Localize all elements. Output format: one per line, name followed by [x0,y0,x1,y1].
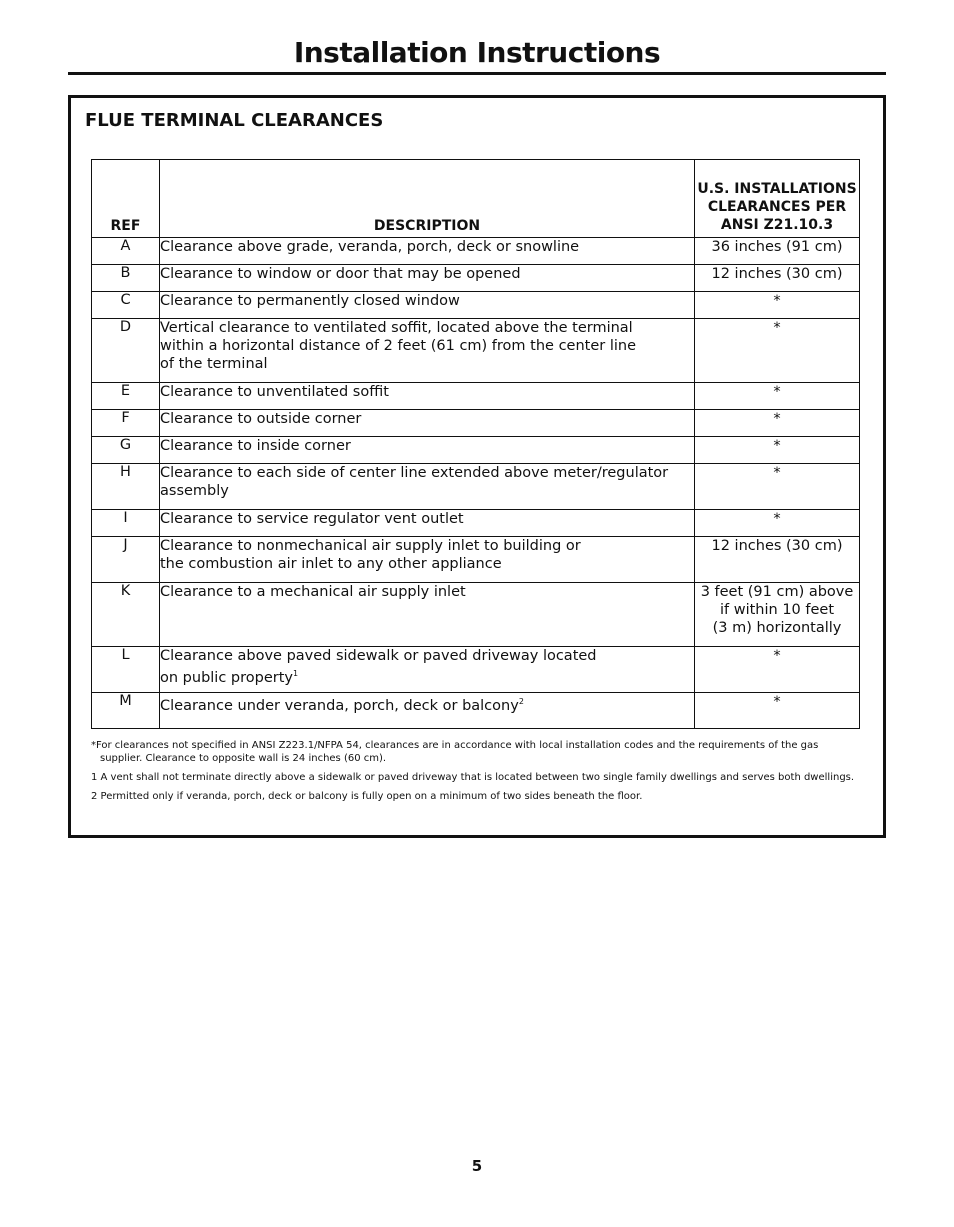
description-cell [160,464,695,510]
description-text: Vertical clearance to ventilated soffit, located above the terminal [160,320,633,336]
clearance-header [695,160,860,238]
clearance-value: 12 inches (30 cm) [711,266,843,282]
clearance-cell [695,537,860,583]
description-line [160,647,694,665]
description-line [160,410,694,428]
ref-cell: A [92,238,160,265]
description-line [160,482,694,500]
clearance-value: * [773,694,781,710]
table-row [92,410,860,437]
description-line [160,510,694,528]
clearance-value: 3 feet (91 cm) above [700,584,854,600]
description-text: Clearance above grade, veranda, porch, deck or snowline [160,239,580,255]
ref-cell: C [92,292,160,319]
description-cell [160,693,695,729]
description-cell [160,319,695,383]
description-text: Clearance to nonmechanical air supply inlet to building or [160,538,581,554]
page-title: Installation Instructions [293,36,661,69]
clearance-cell [695,693,860,729]
clearance-value: * [773,411,781,427]
page-number: 5 [471,1157,483,1175]
description-cell [160,238,695,265]
description-cell [160,292,695,319]
clearance-cell [695,647,860,693]
description-cell [160,383,695,410]
table-row [92,383,860,410]
clearance-cell [695,265,860,292]
table-row [92,265,860,292]
clearance-value: (3 m) horizontally [712,620,842,636]
ref-cell: M [92,693,160,729]
clearance-value: if within 10 feet [719,602,835,618]
clearance-cell [695,437,860,464]
table-row [92,537,860,583]
clearance-value: * [773,511,781,527]
description-header: DESCRIPTION [160,160,695,238]
description-line [160,555,694,573]
description-cell [160,265,695,292]
description-text: Clearance to service regulator vent outlet [160,511,464,527]
ref-header: REF [92,160,160,238]
description-line [160,383,694,401]
ref-cell: J [92,537,160,583]
title-rule [68,72,886,75]
description-line [160,265,694,283]
table-row [92,510,860,537]
description-cell [160,583,695,647]
description-text: Clearance to window or door that may be opened [160,266,521,282]
description-cell [160,437,695,464]
table-body [92,238,860,729]
description-text: the combustion air inlet to any other appliance [160,556,502,572]
footnotes [91,739,861,809]
clearance-value: * [773,320,781,336]
description-cell [160,410,695,437]
clearance-header-line: ANSI Z21.10.3 [720,217,834,233]
section-heading: FLUE TERMINAL CLEARANCES [85,110,384,131]
clearance-cell [695,319,860,383]
clearance-value: * [773,293,781,309]
table-row [92,583,860,647]
table-row [92,238,860,265]
clearance-value: * [773,384,781,400]
ref-cell: I [92,510,160,537]
footnote-marker: 1 [292,669,299,678]
table-row [92,319,860,383]
clearance-cell [695,583,860,647]
description-cell [160,647,695,693]
clearance-cell [695,410,860,437]
clearance-header-line: CLEARANCES PER [707,199,847,215]
description-line [160,355,694,373]
ref-cell: F [92,410,160,437]
clearance-value: 36 inches (91 cm) [711,239,843,255]
table-row [92,693,860,729]
description-text: assembly [160,483,229,499]
ref-cell: K [92,583,160,647]
description-text: Clearance under veranda, porch, deck or balcony [160,697,519,714]
description-line [160,319,694,337]
description-text: Clearance to each side of center line extended above meter/regulator [160,465,669,481]
clearance-value: * [773,465,781,481]
description-text: within a horizontal distance of 2 feet (61 cm) from the center line [160,338,636,354]
clearances-table [91,159,860,729]
table-row [92,647,860,693]
clearance-cell [695,510,860,537]
table-row [92,292,860,319]
description-text: on public property [160,669,293,686]
description-text: of the terminal [160,356,268,372]
clearances-box [68,95,886,838]
ref-cell: D [92,319,160,383]
description-line [160,337,694,355]
description-line [160,693,694,715]
clearance-header-line: U.S. INSTALLATIONS [697,181,857,197]
footnote-marker: 2 [518,697,524,706]
clearance-cell [695,238,860,265]
description-line [160,583,694,601]
ref-cell: G [92,437,160,464]
footnote-1: 1 A vent shall not terminate directly above a sidewalk or paved driveway that is located between two single family dwellings and serves both dwellings. [91,772,855,783]
clearance-value: * [773,438,781,454]
clearance-cell [695,464,860,510]
description-text: Clearance to permanently closed window [160,293,460,309]
table-row [92,464,860,510]
ref-cell: L [92,647,160,693]
description-text: Clearance above paved sidewalk or paved driveway located [160,648,597,664]
footnote-2: 2 Permitted only if veranda, porch, deck or balcony is fully open on a minimum of two sides beneath the floor. [91,791,643,802]
description-line [160,665,694,687]
description-text: Clearance to inside corner [160,438,351,454]
description-text: Clearance to unventilated soffit [160,384,389,400]
table-header-row [92,160,860,238]
clearance-cell [695,383,860,410]
ref-cell: B [92,265,160,292]
description-cell [160,510,695,537]
clearance-cell [695,292,860,319]
description-text: Clearance to outside corner [160,411,362,427]
description-line [160,464,694,482]
description-line [160,437,694,455]
clearance-value: 12 inches (30 cm) [711,538,843,554]
description-line [160,238,694,256]
description-text: Clearance to a mechanical air supply inlet [160,584,466,600]
description-line [160,537,694,555]
ref-cell: H [92,464,160,510]
description-line [160,292,694,310]
description-cell [160,537,695,583]
table-row [92,437,860,464]
clearance-value: * [773,648,781,664]
footnote-asterisk: *For clearances not specified in ANSI Z223.1/NFPA 54, clearances are in accordance with local installation codes and the requirements of the gas supplier. Clearance to opposite wall is 24 inches (60 cm). [91,740,819,764]
ref-cell: E [92,383,160,410]
